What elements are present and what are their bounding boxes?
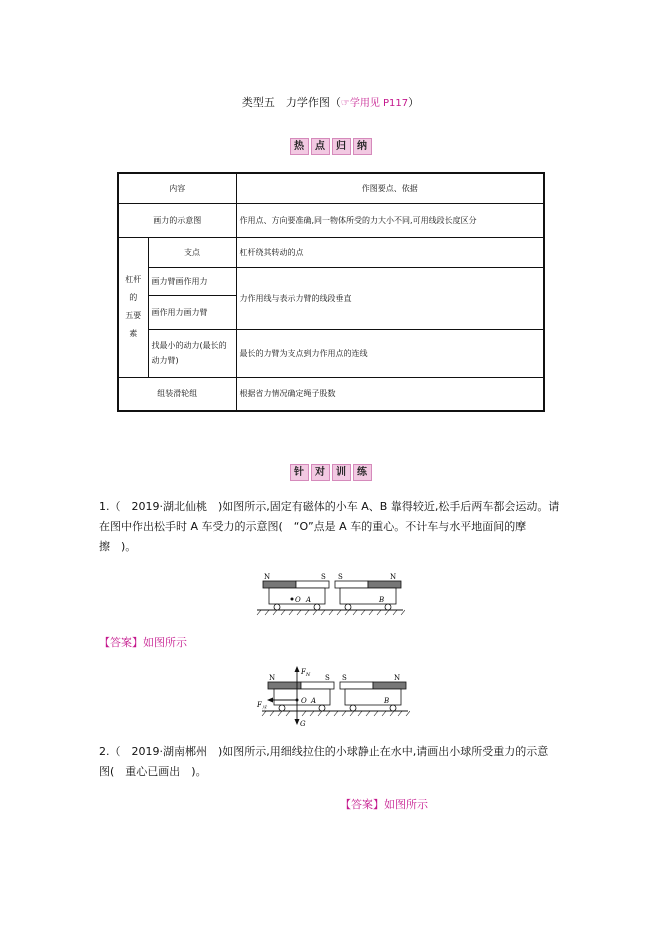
badge-char: 热: [290, 138, 309, 155]
magnet-b-south: [340, 682, 373, 689]
table-header-content: 内容: [118, 173, 236, 203]
answer-2: [340, 796, 428, 812]
question-line: 图( 重心已画出 )。: [99, 765, 207, 778]
group-label-line: 杠杆的: [125, 275, 142, 302]
figure-answer-forces: [255, 664, 410, 728]
row-label: 画力的示意图: [118, 203, 236, 237]
arrow-head: [267, 698, 273, 703]
cart-label: B: [384, 697, 390, 705]
wheel: [279, 705, 285, 711]
question-1: [99, 497, 569, 557]
magnet-a-south: [296, 581, 329, 588]
arrow-head: [295, 719, 300, 725]
answer-text: 如图所示: [384, 798, 428, 811]
center-of-gravity-dot: [296, 699, 299, 702]
center-of-gravity-dot: [291, 598, 294, 601]
answer-1: [99, 634, 187, 650]
magnet-b-south: [335, 581, 368, 588]
wheel: [350, 705, 356, 711]
force-label: $F_斥$: [257, 701, 267, 711]
pole-label: S: [338, 573, 343, 581]
group-label-line: 五要素: [125, 311, 142, 338]
pole-label: S: [325, 674, 330, 682]
pole-label: S: [321, 573, 326, 581]
table-header-points: 作图要点、依据: [236, 173, 544, 203]
row-label: 支点: [148, 237, 236, 267]
wheel: [345, 604, 351, 610]
badge-char: 针: [290, 464, 309, 481]
answer-bracket: 【答案】: [340, 798, 384, 811]
question-line: 2.（ 2019·湖南郴州 )如图所示,用细线拉住的小球静止在水中,请画出小球所受重力的示意: [99, 745, 549, 758]
title-close: ）: [408, 96, 420, 109]
lever-group-label: [118, 237, 148, 377]
page-reference-link[interactable]: ☞学用见 P117: [340, 98, 409, 109]
magnet-a-north: [263, 581, 296, 588]
magnet-a-north: [268, 682, 301, 689]
badge-char: 点: [311, 138, 330, 155]
cart-b-body: [340, 588, 396, 604]
title-main: 类型五 力学作图（: [241, 96, 341, 109]
arrow-head: [295, 666, 300, 672]
badge-char: 练: [353, 464, 372, 481]
magnet-b-north: [368, 581, 401, 588]
wheel: [385, 604, 391, 610]
row-label: 找最小的动力(最长的动力臂): [148, 329, 236, 377]
row-text: 力作用线与表示力臂的线段垂直: [236, 267, 544, 329]
point-label: O: [301, 697, 307, 705]
answer-text: 如图所示: [143, 636, 187, 649]
question-line: 擦 )。: [99, 540, 137, 553]
pole-label: N: [269, 674, 276, 682]
point-label: O: [295, 596, 301, 604]
badge-char: 对: [311, 464, 330, 481]
cart-b-body: [345, 689, 401, 705]
cart-label: A: [306, 596, 312, 604]
badge-char: 训: [332, 464, 351, 481]
summary-table: [117, 172, 545, 412]
question-2: [99, 742, 569, 782]
row-label: 画力臂画作用力: [148, 267, 236, 295]
row-text: 杠杆绕其转动的点: [236, 237, 544, 267]
ground-hatching: [257, 610, 405, 615]
question-line: 在图中作出松手时 A 车受力的示意图( “O”点是 A 车的重心。不计车与水平地面间的摩: [99, 520, 527, 533]
row-label: 组装滑轮组: [118, 377, 236, 411]
wheel: [314, 604, 320, 610]
wheel: [319, 705, 325, 711]
pole-label: S: [342, 674, 347, 682]
hotspot-summary-badge: [0, 134, 661, 155]
figure-magnet-carts: [255, 568, 405, 622]
row-text: 根据省力情况确定绳子股数: [236, 377, 544, 411]
magnet-b-north: [373, 682, 406, 689]
row-text: 作用点、方向要准确,同一物体所受的力大小不同,可用线段长度区分: [236, 203, 544, 237]
targeted-practice-badge: [0, 460, 661, 481]
wheel: [390, 705, 396, 711]
force-label: G: [300, 720, 306, 728]
answer-bracket: 【答案】: [99, 636, 143, 649]
question-line: 1.（ 2019·湖北仙桃 )如图所示,固定有磁体的小车 A、B 靠得较近,松手后两车都会运动。请: [99, 500, 560, 513]
section-title: [0, 94, 661, 110]
pole-label: N: [394, 674, 401, 682]
badge-char: 归: [332, 138, 351, 155]
wheel: [274, 604, 280, 610]
row-label: 画作用力画力臂: [148, 295, 236, 329]
ground-hatching: [262, 711, 410, 716]
cart-label: B: [379, 596, 385, 604]
pole-label: N: [264, 573, 271, 581]
force-label: $F_N$: [301, 668, 311, 678]
pole-label: N: [390, 573, 397, 581]
magnet-a-south: [301, 682, 334, 689]
row-text: 最长的力臂为支点到力作用点的连线: [236, 329, 544, 377]
badge-char: 纳: [353, 138, 372, 155]
cart-label: A: [311, 697, 317, 705]
